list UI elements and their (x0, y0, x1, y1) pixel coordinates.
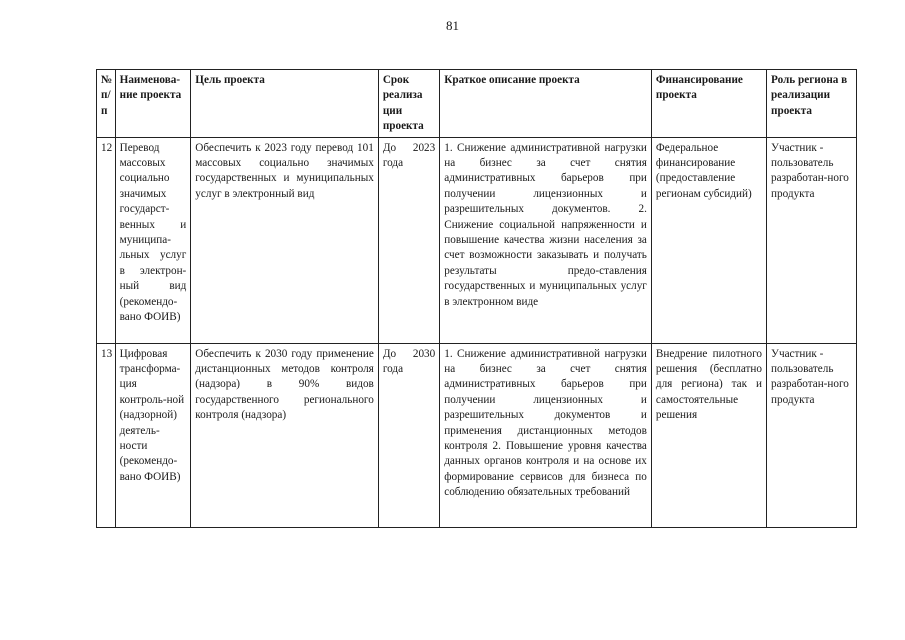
header-term: Срок реализа ции проекта (378, 70, 439, 138)
table-row (97, 343, 857, 527)
header-name: Наименова-ние проекта (115, 70, 191, 138)
projects-table (96, 69, 857, 528)
cell-role: Участник - пользователь разработан-ного продукта (767, 137, 857, 343)
page-number: 81 (446, 18, 459, 33)
cell-fin: Федеральное финансирование (предоставление регионам субсидий) (651, 137, 766, 343)
cell-num: 12 (97, 137, 116, 343)
cell-name: Перевод массовых социально значимых государст-венных и муниципа-льных услуг в электрон-ный вид (рекомендо-вано ФОИВ) (115, 137, 191, 343)
cell-num: 13 (97, 343, 116, 527)
cell-fin: Внедрение пилотного решения (бесплатно для региона) так и самостоятельные решения (651, 343, 766, 527)
header-fin: Финансирование проекта (651, 70, 766, 138)
cell-term: До 2023 года (378, 137, 439, 343)
cell-name: Цифровая трансформа-ция контроль-ной (надзорной) деятель-ности (рекомендо-вано ФОИВ) (115, 343, 191, 527)
cell-role: Участник - пользователь разработан-ного продукта (767, 343, 857, 527)
cell-desc: 1. Снижение административной нагрузки на бизнес за счет снятия административных барьеров при получении лицензионных и разрешительных документов. 2. Снижение социальной напряженности и повышение качества жизни населения за счет возможности заказывать и получать результаты предо-ставления государственных и муниципальных услуг в электронном виде (440, 137, 652, 343)
cell-desc: 1. Снижение административной нагрузки на бизнес за счет снятия административных барьеров при получении лицензионных и разрешительных документов и применения дистанционных методов контроля 2. Повышение уровня качества данных органов контроля и на основе их формирование сервисов для бизнеса по соблюдению обязательных требований (440, 343, 652, 527)
header-num: № п/ п (97, 70, 116, 138)
header-role: Роль региона в реализации проекта (767, 70, 857, 138)
cell-goal: Обеспечить к 2023 году перевод 101 массовых социально значимых государственных и муниципальных услуг в электронный вид (191, 137, 379, 343)
header-goal: Цель проекта (191, 70, 379, 138)
header-desc: Краткое описание проекта (440, 70, 652, 138)
table-header-row (97, 70, 857, 138)
cell-goal: Обеспечить к 2030 году применение дистанционных методов контроля (надзора) в 90% видов государственного регионального контроля (надзора) (191, 343, 379, 527)
cell-term: До 2030 года (378, 343, 439, 527)
table-row (97, 137, 857, 343)
